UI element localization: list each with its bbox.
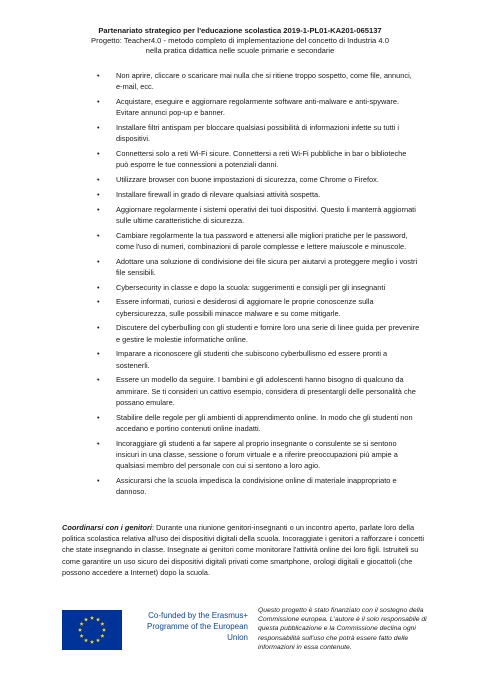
bullet-icon: •	[97, 230, 100, 240]
bullet-icon: •	[97, 349, 100, 359]
bullet-text: Cambiare regolarmente la tua password e attenersi alle migliori pratiche per le password, come l'uso di numeri, combinazioni di parole complesse e lettere maiuscole e minuscole.	[116, 230, 408, 251]
bullet-item	[96, 374, 420, 408]
disclaimer-text: Questo progetto è stato finanziato con il sostegno della Commissione europea. L'autore è il solo responsabile di questa pubblicazione e la Commissione declina ogni responsabilità sull'uso che potrà essere fatto delle informazioni in essa contenute.	[258, 607, 427, 651]
bullet-item	[96, 412, 420, 434]
bullet-item	[96, 322, 420, 344]
partnership-title: Partenariato strategico per l'educazione scolastica 2019-1-PL01-KA201-065137	[98, 26, 382, 35]
bullet-icon: •	[97, 149, 100, 158]
bullet-icon: •	[97, 204, 100, 214]
bullet-item	[96, 348, 420, 370]
bullet-item	[96, 256, 420, 278]
bullet-text: Utilizzare browser con buone impostazioni di sicurezza, come Chrome o Firefox.	[116, 175, 379, 184]
bullet-item	[96, 122, 420, 144]
bullet-icon: •	[97, 475, 100, 485]
bullet-icon: •	[97, 412, 100, 422]
bullet-icon: •	[97, 297, 100, 307]
bullet-icon: •	[97, 323, 100, 333]
eu-stars	[62, 610, 122, 650]
bullet-text: Connettersi solo a reti Wi-Fi sicure. Connettersi a reti Wi-Fi pubbliche in bar o biblioteche può esporre le tue connessioni a potenziali danni.	[116, 149, 407, 170]
bullet-icon: •	[97, 189, 100, 199]
bullet-item	[96, 230, 420, 252]
bullet-item	[96, 296, 420, 318]
bullet-text: Aggiornare regolarmente i sistemi operativi dei tuoi dispositivi. Questo li manterrà aggiornati sulle ultime caratteristiche di sicurezza.	[116, 204, 416, 225]
project-subtitle: nella pratica didattica nelle scuole primarie e secondarie	[145, 46, 335, 56]
page-footer	[62, 604, 432, 660]
bullet-list	[96, 70, 420, 501]
bullet-text: Imparare a riconoscere gli studenti che subiscono cyberbullismo ed essere pronti a sostenerli.	[116, 349, 388, 370]
bullet-text: Stabilire delle regole per gli ambienti di apprendimento online. In modo che gli studenti non accedano e portino contenuti online inadatti.	[116, 412, 413, 433]
bullet-item	[96, 70, 420, 92]
paragraph-text: : Durante una riunione genitori-insegnanti o un incontro aperto, parlate loro della politica scolastica relativa all'uso dei dispositivi digitali della scuola. Incoraggiate i genitori a rafforzare i concetti che state insegnando in classe. Insegnate ai genitori come monitorare l'attività online dei loro figli. Istruiteli su come garantire un uso sicuro dei dispositivi digitali privati come smartphone, orologi digitali e giocattoli (che possono accedere a Internet) dopo la scuola.	[62, 523, 424, 577]
bullet-icon: •	[97, 175, 100, 184]
bullet-text: Cybersecurity in classe e dopo la scuola: suggerimenti e consigli per gli insegnanti	[116, 282, 386, 292]
bullet-item	[96, 438, 420, 472]
bullet-item	[96, 174, 420, 185]
bullet-text: Assicurarsi che la scuola impedisca la condivisione online di materiale inappropriato e dannoso.	[116, 475, 397, 496]
bullet-text: Essere un modello da seguire. I bambini e gli adolescenti hanno bisogno di qualcuno da ammirare. Se ti consideri un cattivo esempio, considera di presentargli delle personalità che possano emulare.	[116, 375, 416, 407]
bullet-text: Non aprire, cliccare o scaricare mai nulla che si ritiene troppo sospetto, come file, annunci, e-mail, ecc.	[116, 71, 412, 92]
bullet-item	[96, 204, 420, 226]
bullet-item	[96, 189, 420, 200]
bullet-text: Installare filtri antispam per bloccare qualsiasi possibilità di informazioni infette su tutti i dispositivi.	[116, 123, 400, 144]
parents-paragraph	[62, 522, 426, 578]
bullet-text: Installare firewall in grado di rilevare qualsiasi attività sospetta.	[116, 189, 321, 199]
bullet-icon: •	[97, 256, 100, 266]
bullet-icon: •	[97, 438, 100, 448]
bullet-icon: •	[97, 71, 100, 80]
bullet-item	[96, 282, 420, 293]
bullet-icon: •	[97, 123, 100, 132]
bullet-icon: •	[97, 97, 100, 106]
page-header	[40, 26, 440, 57]
bullet-item	[96, 148, 420, 170]
eu-flag-logo	[62, 610, 122, 650]
bullet-item	[96, 96, 420, 118]
bullet-text: Essere informati, curiosi e desiderosi di aggiornare le proprie conoscenze sulla cybersicurezza, sulle possibili minacce malware e su come mitigarle.	[116, 297, 374, 318]
cofunded-text: Co-funded by the Erasmus+ Programme of the European Union	[147, 611, 248, 642]
bullet-text: Acquistare, eseguire e aggiornare regolarmente software anti-malware e anti-spyware. Evitare annunci pop-up e banner.	[116, 97, 400, 118]
bullet-text: Incoraggiare gli studenti a far sapere al proprio insegnante o consulente se si sentono insicuri in una classe, sessione o forum virtuale e a riferire preoccupazioni più ampie a qualsiasi membro del personale con cui si sentono a loro agio.	[116, 438, 398, 470]
bullet-text: Discutere del cyberbulling con gli studenti e fornire loro una serie di linee guida per prevenire e gestire le molestie informatiche online.	[116, 323, 420, 344]
bullet-icon: •	[97, 375, 100, 385]
project-title: Progetto: Teacher4.0 - metodo completo di implementazione del concetto di Industria 4.0	[91, 36, 389, 46]
bullet-text: Adottare una soluzione di condivisione dei file sicura per aiutarvi a proteggere meglio i vostri file sensibili.	[116, 256, 418, 277]
bullet-icon: •	[97, 282, 100, 292]
paragraph-lead: Coordinarsi con i genitori	[62, 523, 152, 532]
bullet-item	[96, 475, 420, 497]
